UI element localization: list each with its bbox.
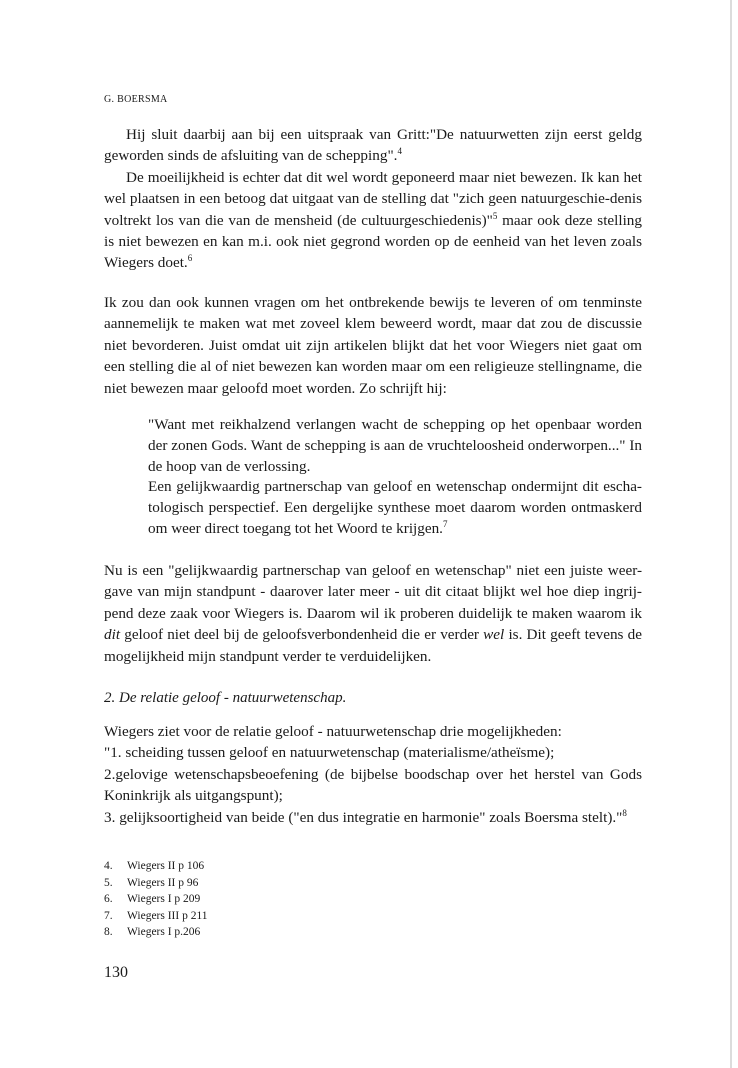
paragraph-2-continuation: maar ook deze stelling is niet bewezen en kan m.i. ook niet gegrond worden op de eenheid van het leven zoals Wiegers doet. (104, 211, 642, 272)
emphasis-dit: dit (104, 626, 121, 644)
footnote-item (104, 891, 208, 908)
footnote-number: 7. (104, 909, 113, 922)
paragraph-4-end: is. Dit geeft tevens de mogelijkheid mijn standpunt verder te verduidelijken. (104, 626, 642, 665)
quote-part-2 (148, 477, 642, 539)
footnote-item (104, 908, 208, 925)
footnote-item (104, 875, 208, 892)
paragraph-1 (104, 124, 642, 167)
quote-part-2-text: Een gelijkwaardig partnerschap van geloof en wetenschap ondermijnt dit escha-tologisch perspectief. Een dergelijke synthese moet daarom worden ontmaskerd om weer direct toegang tot het Woord te krijgen. (148, 478, 642, 537)
paragraph-4-body (104, 560, 642, 667)
footnotes (104, 858, 208, 941)
paragraph-4-middle: geloof niet deel bij de geloofsverbondenheid die er verder (120, 626, 484, 644)
opening-paragraphs (104, 124, 642, 274)
footnote-ref-7[interactable]: 7 (442, 518, 448, 529)
list-item-1: "1. scheiding tussen geloof en natuurwetenschap (materialisme/atheïsme); (104, 744, 555, 762)
footnote-number: 4. (104, 860, 113, 872)
list-item-2: 2.gelovige wetenschapsbeoefening (de bijbelse boodschap over het herstel van Gods Koninkrijk als uitgangspunt); (104, 765, 642, 805)
footnote-number: 5. (104, 876, 113, 889)
list-item-3 (104, 807, 642, 828)
paragraph-3-text: Ik zou dan ook kunnen vragen om het ontbrekende bewijs te leveren of om tenminste aannemelijk te maken wat met zoveel klem beweerd wordt, maar dat zou de discussie niet bevorderen. Juist omdat uit zijn artikelen blijkt dat het voor Wiegers niet gaat om een stelling die al of niet bewezen kan worden maar om een religieuze stellingname, die niet bewezen maar geloofd moet worden. Zo schrijft hij: (104, 294, 642, 397)
paragraph-5 (104, 721, 642, 828)
footnote-text: Wiegers I p 209 (127, 893, 201, 906)
paragraph-1-text: Hij sluit daarbij aan bij een uitspraak van Gritt:"De natuurwetten zijn eerst geldg geworden sinds de afsluiting van de schepping". (104, 126, 642, 165)
paragraph-2 (104, 167, 642, 274)
footnote-number: 8. (104, 926, 113, 939)
paragraph-3 (104, 292, 642, 399)
footnote-text: Wiegers II p 106 (127, 860, 205, 872)
footnote-number: 6. (104, 893, 113, 906)
footnote-ref-6[interactable]: 6 (187, 253, 193, 264)
quote-part-1: "Want met reikhalzend verlangen wacht de schepping op het openbaar worden der zonen Gods. Want de schepping is aan de vruchteloosheid onderworpen..." In de hoop van de verlossing. (148, 416, 642, 475)
section-heading: 2. De relatie geloof - natuurwetenschap. (104, 690, 347, 706)
footnote-item (104, 924, 208, 941)
footnote-text: Wiegers II p 96 (127, 876, 199, 889)
footnote-ref-8[interactable]: 8 (622, 807, 627, 818)
page-number: 130 (104, 964, 128, 981)
list-item-3-text: 3. gelijksoortigheid van beide ("en dus integratie en harmonie" zoals Boersma stelt)." (104, 808, 623, 826)
emphasis-wel: wel (483, 626, 505, 644)
page-edge (730, 0, 732, 1068)
paragraph-5-intro: Wiegers ziet voor de relatie geloof - natuurwetenschap drie mogelijkheden: (104, 723, 562, 740)
footnote-text: Wiegers III p 211 (127, 909, 208, 922)
paragraph-4 (104, 560, 642, 667)
footnote-ref-5[interactable]: 5 (492, 210, 498, 221)
block-quote (148, 415, 642, 540)
footnote-text: Wiegers I p.206 (127, 926, 201, 939)
running-head: G. BOERSMA (104, 94, 168, 105)
paragraph-2-text: De moeilijkheid is echter dat dit wel wordt geponeerd maar niet bewezen. Ik kan het wel plaatsen in een betoog dat uitgaat van de stelling dat "zich geen natuurgeschie-denis voltrekt los van die van de mensheid (de cultuurgeschiedenis)" (104, 168, 642, 229)
footnote-item (104, 858, 208, 875)
footnote-ref-4[interactable]: 4 (397, 146, 402, 157)
paragraph-4-text: Nu is een "gelijkwaardig partnerschap van geloof en wetenschap" niet een juiste weer-gave van mijn standpunt - daarover later meer - uit dit citaat blijkt wel hoe diep ingrij-pend deze zaak voor Wiegers is. Daarom wil ik proberen duidelijk te maken waarom ik (104, 562, 642, 622)
